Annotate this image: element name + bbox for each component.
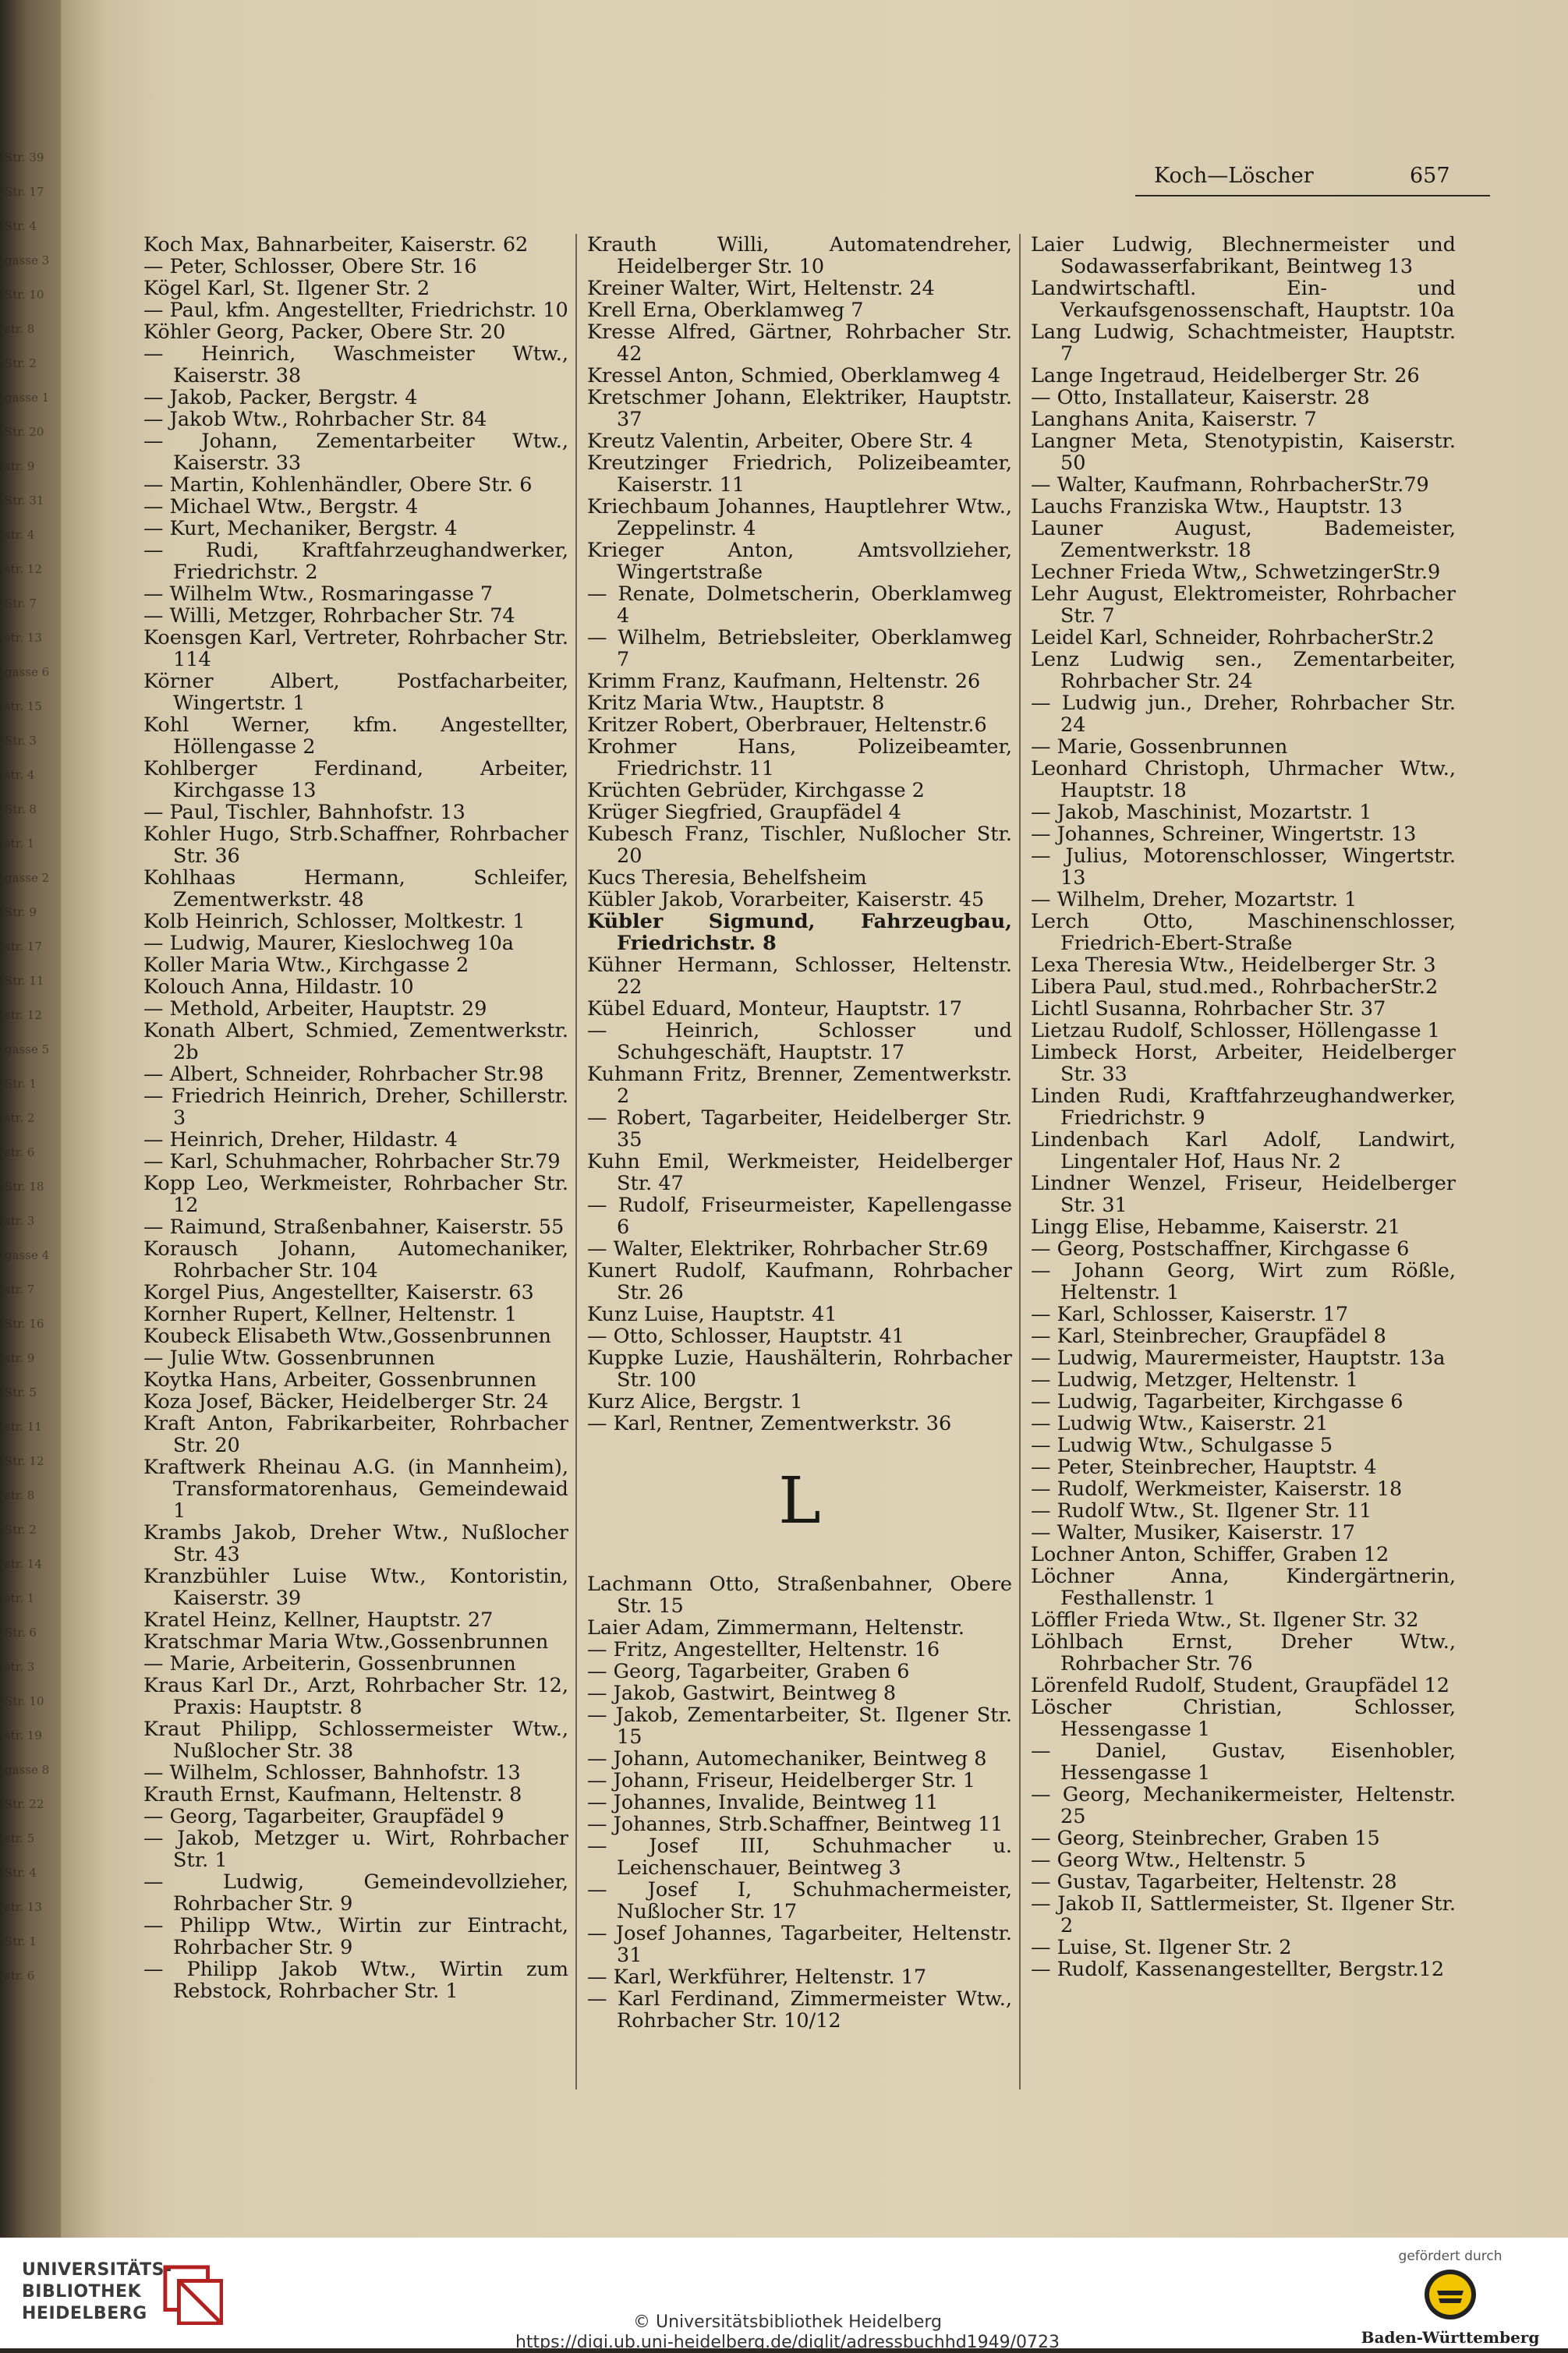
directory-entry: — Ludwig, Maurermeister, Hauptstr. 13a [1031,1346,1446,1370]
directory-entry: Konath Albert, Schmied, Zementwerkstr. 2b [143,1019,568,1064]
directory-entry: Laier Adam, Zimmermann, Heltenstr. [587,1616,965,1640]
directory-entry: — Daniel, Gustav, Eisenhobler, Hessengasse 1 [1031,1739,1456,1785]
sponsor-name: Baden-Württemberg [1361,2328,1540,2347]
directory-entry: — Jakob Wtw., Rohrbacher Str. 84 [143,408,487,431]
directory-entry: Krüchten Gebrüder, Kirchgasse 2 [587,779,925,802]
directory-entry: — Marie, Arbeiterin, Gossenbrunnen [143,1652,516,1675]
directory-entry: Lechner Frieda Wtw,, SchwetzingerStr.9 [1031,561,1441,584]
directory-entry: — Methold, Arbeiter, Hauptstr. 29 [143,997,487,1021]
directory-entry: Kretschmer Johann, Elektriker, Hauptstr. 37 [587,386,1012,431]
directory-entry: — Jakob, Gastwirt, Beintweg 8 [587,1682,897,1705]
directory-entry: — Georg, Tagarbeiter, Graupfädel 9 [143,1805,504,1828]
left-page-gutter [0,0,61,2238]
directory-entry: — Peter, Schlosser, Obere Str. 16 [143,255,477,278]
directory-entry: Krieger Anton, Amtsvollzieher, Wingertstraße [587,539,1012,584]
directory-entry: — Philipp Jakob Wtw., Wirtin zum Rebstock, Rohrbacher Str. 1 [143,1958,568,2003]
directory-entry: — Johann, Automechaniker, Beintweg 8 [587,1747,987,1771]
directory-entry: — Fritz, Angestellter, Heltenstr. 16 [587,1638,940,1661]
directory-entry: — Raimund, Straßenbahner, Kaiserstr. 55 [143,1215,565,1239]
directory-column-3 [1031,234,1456,1980]
library-mark-icon [162,2264,223,2325]
directory-entry: Kriechbaum Johannes, Hauptlehrer Wtw., Zeppelinstr. 4 [587,495,1012,540]
directory-entry: Linden Rudi, Kraftfahrzeughandwerker, Friedrichstr. 9 [1031,1085,1456,1130]
directory-entry: Löchner Anna, Kindergärtnerin, Festhallenstr. 1 [1031,1565,1456,1610]
directory-column-1 [143,234,568,2002]
directory-entry: — Josef I, Schuhmachermeister, Nußlocher Str. 17 [587,1878,1012,1923]
sponsor-block [1349,2249,1552,2347]
directory-entry: Kraftwerk Rheinau A.G. (in Mannheim), Transformatorenhaus, Gemeindewaid 1 [143,1456,568,1523]
directory-entry: Kohler Hugo, Strb.Schaffner, Rohrbacher Str. 36 [143,823,568,868]
directory-entry: Krauth Willi, Automatendreher, Heidelberger Str. 10 [587,233,1012,278]
directory-entry: — Karl, Schlosser, Kaiserstr. 17 [1031,1303,1349,1326]
directory-entry: Lindner Wenzel, Friseur, Heidelberger Str. 31 [1031,1172,1456,1217]
directory-entry: Löscher Christian, Schlosser, Hessengasse 1 [1031,1696,1456,1741]
directory-entry: Laier Ludwig, Blechnermeister und Sodawasserfabrikant, Beintweg 13 [1031,233,1456,278]
directory-entry: Lerch Otto, Maschinenschlosser, Friedrich-Ebert-Straße [1031,910,1456,955]
directory-entry: — Ludwig Wtw., Schulgasse 5 [1031,1434,1333,1457]
directory-entry: — Johannes, Schreiner, Wingertstr. 13 [1031,823,1417,846]
directory-entry: Kresse Alfred, Gärtner, Rohrbacher Str. 42 [587,320,1012,366]
directory-entry: — Jakob, Zementarbeiter, St. Ilgener Str. 15 [587,1704,1012,1749]
directory-entry: — Karl, Rentner, Zementwerkstr. 36 [587,1412,952,1435]
directory-entry: Kunert Rudolf, Kaufmann, Rohrbacher Str. 26 [587,1259,1012,1304]
directory-entry: Lehr August, Elektromeister, Rohrbacher Str. 7 [1031,582,1456,628]
directory-entry: Kornher Rupert, Kellner, Heltenstr. 1 [143,1303,518,1326]
directory-entry: — Walter, Elektriker, Rohrbacher Str.69 [587,1237,989,1261]
directory-entry: Lörenfeld Rudolf, Student, Graupfädel 12 [1031,1674,1450,1697]
directory-entry: Kratschmar Maria Wtw.,Gossenbrunnen [143,1630,549,1654]
directory-entry: Köhler Georg, Packer, Obere Str. 20 [143,320,506,344]
directory-entry: Langner Meta, Stenotypistin, Kaiserstr. 50 [1031,430,1456,475]
directory-entry: Krimm Franz, Kaufmann, Heltenstr. 26 [587,670,981,693]
directory-entry: — Ludwig, Gemeindevollzieher, Rohrbacher Str. 9 [143,1870,568,1916]
directory-entry: Kranzbühler Luise Wtw., Kontoristin, Kaiserstr. 39 [143,1565,568,1610]
directory-entry: Krambs Jakob, Dreher Wtw., Nußlocher Str. 43 [143,1521,568,1566]
directory-entry: — Karl Ferdinand, Zimmermeister Wtw., Rohrbacher Str. 10/12 [587,1987,1012,2033]
directory-entry: — Marie, Gossenbrunnen [1031,735,1288,759]
directory-column-2 [587,234,1012,2032]
directory-entry: Kreutzinger Friedrich, Polizeibeamter, Kaiserstr. 11 [587,451,1012,497]
directory-entry: Kuhn Emil, Werkmeister, Heidelberger Str. 47 [587,1150,1012,1195]
directory-entry: — Kurt, Mechaniker, Bergstr. 4 [143,517,458,540]
directory-entry: Limbeck Horst, Arbeiter, Heidelberger Str. 33 [1031,1041,1456,1086]
directory-entry: — Renate, Dolmetscherin, Oberklamweg 4 [587,582,1012,628]
directory-entry: Krauth Ernst, Kaufmann, Heltenstr. 8 [143,1783,522,1806]
directory-entry: — Willi, Metzger, Rohrbacher Str. 74 [143,604,515,628]
directory-entry: Korausch Johann, Automechaniker, Rohrbacher Str. 104 [143,1237,568,1283]
directory-entry: — Paul, kfm. Angestellter, Friedrichstr. 10 [143,299,568,322]
directory-entry: — Georg, Tagarbeiter, Graben 6 [587,1660,910,1683]
directory-entry: — Jakob II, Sattlermeister, St. Ilgener Str. 2 [1031,1892,1456,1937]
directory-entry: — Johann Georg, Wirt zum Rößle, Heltenstr. 1 [1031,1259,1456,1304]
page-number: 657 [1410,164,1450,188]
directory-entry: — Julie Wtw. Gossenbrunnen [143,1346,435,1370]
directory-entry: Löffler Frieda Wtw., St. Ilgener Str. 32 [1031,1608,1419,1632]
viewer-footer [0,2238,1568,2352]
directory-entry: — Josef Johannes, Tagarbeiter, Heltenstr. 31 [587,1922,1012,1967]
directory-entry: Kohlberger Ferdinand, Arbeiter, Kirchgasse 13 [143,757,568,802]
library-logo[interactable] [22,2259,279,2330]
directory-entry: — Otto, Installateur, Kaiserstr. 28 [1031,386,1370,409]
directory-entry: — Ludwig, Metzger, Heltenstr. 1 [1031,1368,1359,1392]
column-2-entries-l [587,1573,1012,2032]
directory-entry: — Philipp Wtw., Wirtin zur Eintracht, Rohrbacher Str. 9 [143,1914,568,1959]
directory-entry: — Friedrich Heinrich, Dreher, Schillerstr. 3 [143,1085,568,1130]
directory-entry: Lenz Ludwig sen., Zementarbeiter, Rohrbacher Str. 24 [1031,648,1456,693]
directory-entry: Lichtl Susanna, Rohrbacher Str. 37 [1031,997,1386,1021]
directory-entry: — Wilhelm, Betriebsleiter, Oberklamweg 7 [587,626,1012,671]
library-name: UNIVERSITÄTS- BIBLIOTHEK HEIDELBERG [22,2260,172,2323]
directory-entry: — Robert, Tagarbeiter, Heidelberger Str. 35 [587,1106,1012,1152]
directory-entry: Krohmer Hans, Polizeibeamter, Friedrichstr. 11 [587,735,1012,780]
directory-entry: — Heinrich, Waschmeister Wtw., Kaiserstr. 38 [143,342,568,387]
directory-entry: Kreiner Walter, Wirt, Heltenstr. 24 [587,277,935,300]
column-2-entries-k [587,234,1012,1435]
directory-entry: Kohlhaas Hermann, Schleifer, Zementwerkstr. 48 [143,866,568,911]
directory-entry: — Rudolf, Kassenangestellter, Bergstr.12 [1031,1958,1445,1981]
directory-entry: Lange Ingetraud, Heidelberger Str. 26 [1031,364,1420,387]
directory-entry: Kressel Anton, Schmied, Oberklamweg 4 [587,364,1001,387]
directory-entry: — Julius, Motorenschlosser, Wingertstr. 13 [1031,844,1456,890]
directory-entry: — Johann, Zementarbeiter Wtw., Kaiserstr. 33 [143,430,568,475]
directory-entry: Korgel Pius, Angestellter, Kaiserstr. 63 [143,1281,534,1304]
directory-entry: Kurz Alice, Bergstr. 1 [587,1390,803,1414]
directory-entry: Landwirtschaftl. Ein- und Verkaufsgenossenschaft, Hauptstr. 10a [1031,277,1456,322]
directory-entry: — Rudolf, Werkmeister, Kaiserstr. 18 [1031,1477,1403,1501]
directory-entry: — Johannes, Strb.Schaffner, Beintweg 11 [587,1813,1003,1836]
directory-entry: — Luise, St. Ilgener Str. 2 [1031,1936,1292,1959]
directory-entry: — Martin, Kohlenhändler, Obere Str. 6 [143,473,533,497]
directory-entry: — Josef III, Schuhmacher u. Leichenschauer, Beintweg 3 [587,1835,1012,1880]
directory-entry: Leonhard Christoph, Uhrmacher Wtw., Hauptstr. 18 [1031,757,1456,802]
directory-entry: Koensgen Karl, Vertreter, Rohrbacher Str. 114 [143,626,568,671]
directory-entry: — Georg, Mechanikermeister, Heltenstr. 25 [1031,1783,1456,1828]
directory-entry: — Otto, Schlosser, Hauptstr. 41 [587,1325,904,1348]
directory-entry: Kubesch Franz, Tischler, Nußlocher Str. 20 [587,823,1012,868]
directory-entry: Lexa Theresia Wtw., Heidelberger Str. 3 [1031,954,1436,977]
directory-entry: — Wilhelm Wtw., Rosmaringasse 7 [143,582,494,606]
directory-entry: Kraft Anton, Fabrikarbeiter, Rohrbacher Str. 20 [143,1412,568,1457]
directory-entry: Lietzau Rudolf, Schlosser, Höllengasse 1 [1031,1019,1440,1042]
directory-entry: — Georg, Postschaffner, Kirchgasse 6 [1031,1237,1410,1261]
directory-entry: Launer August, Bademeister, Zementwerkstr. 18 [1031,517,1456,562]
directory-entry: — Jakob, Packer, Bergstr. 4 [143,386,418,409]
directory-entry: Lang Ludwig, Schachtmeister, Hauptstr. 7 [1031,320,1456,366]
directory-entry: Lauchs Franziska Wtw., Hauptstr. 13 [1031,495,1403,518]
directory-entry: — Gustav, Tagarbeiter, Heltenstr. 28 [1031,1870,1397,1894]
directory-entry: — Ludwig, Maurer, Kieslochweg 10a [143,932,515,955]
directory-entry: Lindenbach Karl Adolf, Landwirt, Lingentaler Hof, Haus Nr. 2 [1031,1128,1456,1173]
directory-entry: Kübler Jakob, Vorarbeiter, Kaiserstr. 45 [587,888,985,911]
directory-entry: Kolouch Anna, Hildastr. 10 [143,975,414,999]
directory-entry: — Ludwig, Tagarbeiter, Kirchgasse 6 [1031,1390,1403,1414]
directory-entry: — Paul, Tischler, Bahnhofstr. 13 [143,801,465,824]
directory-entry: — Rudolf Wtw., St. Ilgener Str. 11 [1031,1499,1372,1523]
directory-entry: — Walter, Kaufmann, RohrbacherStr.79 [1031,473,1429,497]
directory-entry: Leidel Karl, Schneider, RohrbacherStr.2 [1031,626,1435,649]
directory-entry: Kübler Sigmund, Fahrzeugbau, Friedrichstr. 8 [587,910,1012,955]
directory-entry: Kuhmann Fritz, Brenner, Zementwerkstr. 2 [587,1063,1012,1108]
copyright-line: © Universitätsbibliothek Heidelberg [632,2312,942,2332]
directory-entry: — Georg, Steinbrecher, Graben 15 [1031,1827,1380,1850]
directory-entry: — Ludwig jun., Dreher, Rohrbacher Str. 24 [1031,692,1456,737]
footer-credits [437,2312,1138,2353]
directory-entry: — Jakob, Metzger u. Wirt, Rohrbacher Str. 1 [143,1827,568,1872]
directory-entry: — Walter, Musiker, Kaiserstr. 17 [1031,1521,1355,1544]
column-divider [575,234,577,2089]
directory-entry: Koytka Hans, Arbeiter, Gossenbrunnen [143,1368,537,1392]
state-crest-icon [1423,2267,1478,2322]
directory-entry: — Heinrich, Schlosser und Schuhgeschäft, Hauptstr. 17 [587,1019,1012,1064]
directory-entry: — Karl, Steinbrecher, Graupfädel 8 [1031,1325,1386,1348]
directory-entry: Krell Erna, Oberklamweg 7 [587,299,864,322]
directory-entry: Kritzer Robert, Oberbrauer, Heltenstr.6 [587,713,987,737]
sponsor-label: gefördert durch [1398,2249,1503,2264]
directory-entry: — Karl, Werkführer, Heltenstr. 17 [587,1966,927,1989]
directory-entry: — Rudi, Kraftfahrzeughandwerker, Friedrichstr. 2 [143,539,568,584]
directory-entry: Koller Maria Wtw., Kirchgasse 2 [143,954,469,977]
directory-entry: Krüger Siegfried, Graupfädel 4 [587,801,901,824]
directory-entry: Kucs Theresia, Behelfsheim [587,866,867,890]
directory-entry: Kühner Hermann, Schlosser, Heltenstr. 22 [587,954,1012,999]
column-divider [1019,234,1021,2089]
directory-entry: — Wilhelm, Schlosser, Bahnhofstr. 13 [143,1761,521,1785]
directory-entry: Koza Josef, Bäcker, Heidelberger Str. 24 [143,1390,549,1414]
directory-entry: Körner Albert, Postfacharbeiter, Wingertstr. 1 [143,670,568,715]
permalink[interactable]: https://digi.ub.uni-heidelberg.de/diglit/adressbuchhd1949/0723 [515,2333,1060,2352]
directory-entry: — Johannes, Invalide, Beintweg 11 [587,1791,939,1814]
directory-entry: — Heinrich, Dreher, Hildastr. 4 [143,1128,458,1152]
directory-entry: Kuppke Luzie, Haushälterin, Rohrbacher Str. 100 [587,1346,1012,1392]
directory-entry: Lochner Anton, Schiffer, Graben 12 [1031,1543,1389,1566]
directory-entry: — Jakob, Maschinist, Mozartstr. 1 [1031,801,1372,824]
directory-entry: Kohl Werner, kfm. Angestellter, Höllengasse 2 [143,713,568,759]
directory-entry: Lingg Elise, Hebamme, Kaiserstr. 21 [1031,1215,1401,1239]
directory-entry: Kunz Luise, Hauptstr. 41 [587,1303,837,1326]
directory-entry: — Georg Wtw., Heltenstr. 5 [1031,1849,1307,1872]
directory-entry: Koubeck Elisabeth Wtw.,Gossenbrunnen [143,1325,551,1348]
directory-entry: Kübel Eduard, Monteur, Hauptstr. 17 [587,997,962,1021]
directory-entry: Kraus Karl Dr., Arzt, Rohrbacher Str. 12, Praxis: Hauptstr. 8 [143,1674,568,1719]
letter-heading: L [778,1464,821,1538]
directory-entry: Kraut Philipp, Schlossermeister Wtw., Nußlocher Str. 38 [143,1718,568,1763]
directory-entry: — Ludwig Wtw., Kaiserstr. 21 [1031,1412,1329,1435]
directory-entry: — Albert, Schneider, Rohrbacher Str.98 [143,1063,544,1086]
bleed-through-text: Str. 39 Str. 17 Str. 4 gasse 3 Str. 10 str. 8 Str. 2 gasse 1 Str. 20 str. 9 Str. 31 str. 4 str. 12 Str. 7 str. 13 gasse 6 str. 15 Str. 3 str. 4 Str. 8 str. 1 gasse 2 Str. 9 str. 17 Str. 11 str. 12 gasse 5 Str. 1 str. 2 str. 6 Str. 18 str. 3 gasse 4 str. 7 Str. 16 str. 9 Str. 5 str. 11 Str. 12 str. 8 Str. 2 str. 14 str. 1 Str. 6 str. 3 Str. 10 str. 19 gasse 8 Str. 22 str. 5 Str. 4 str. 13 Str. 1 str. 6 [5,150,50,1983]
directory-entry: — Wilhelm, Dreher, Mozartstr. 1 [1031,888,1357,911]
running-title: Koch—Löscher [1154,164,1314,188]
directory-entry: Kopp Leo, Werkmeister, Rohrbacher Str. 12 [143,1172,568,1217]
directory-entry: Kritz Maria Wtw., Hauptstr. 8 [587,692,885,715]
directory-entry: — Karl, Schuhmacher, Rohrbacher Str.79 [143,1150,561,1173]
directory-entry: — Rudolf, Friseurmeister, Kapellengasse 6 [587,1194,1012,1239]
directory-entry: Löhlbach Ernst, Dreher Wtw., Rohrbacher Str. 76 [1031,1630,1456,1675]
header-rule [1135,195,1490,196]
directory-entry: Kögel Karl, St. Ilgener Str. 2 [143,277,430,300]
directory-entry: Koch Max, Bahnarbeiter, Kaiserstr. 62 [143,233,529,257]
directory-entry: — Michael Wtw., Bergstr. 4 [143,495,419,518]
directory-page [61,0,1568,2238]
directory-entry: Kreutz Valentin, Arbeiter, Obere Str. 4 [587,430,973,453]
directory-entry: Kolb Heinrich, Schlosser, Moltkestr. 1 [143,910,526,933]
directory-entry: Langhans Anita, Kaiserstr. 7 [1031,408,1317,431]
directory-entry: Kratel Heinz, Kellner, Hauptstr. 27 [143,1608,494,1632]
directory-entry: Lachmann Otto, Straßenbahner, Obere Str. 15 [587,1573,1012,1618]
directory-entry: — Peter, Steinbrecher, Hauptstr. 4 [1031,1456,1377,1479]
directory-entry: Libera Paul, stud.med., RohrbacherStr.2 [1031,975,1439,999]
directory-entry: — Johann, Friseur, Heidelberger Str. 1 [587,1769,976,1792]
